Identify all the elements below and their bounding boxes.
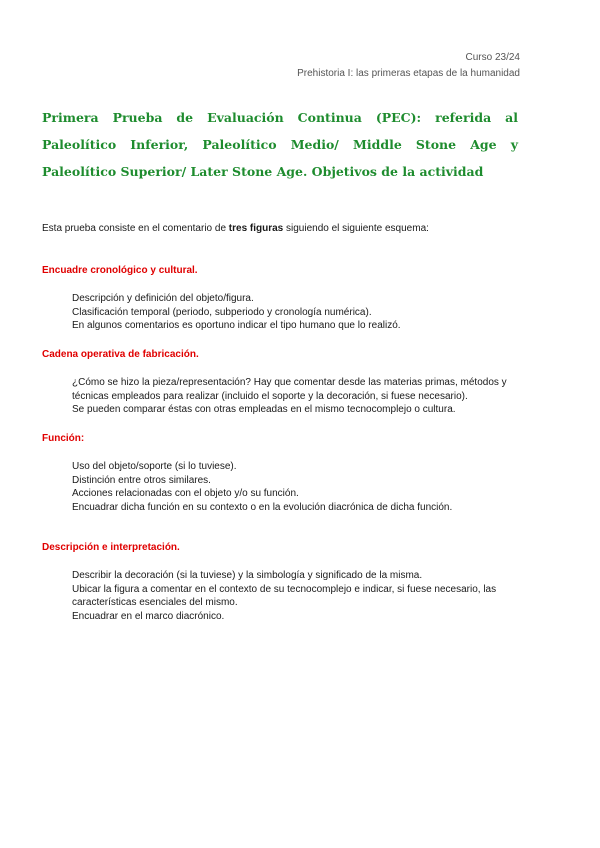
section-list-cadena	[72, 376, 512, 417]
list-item: Ubicar la figura a comentar en el contexto de su tecnocomplejo e indicar, si fuese necesario, las características esenciales del mismo.	[72, 583, 497, 608]
section-heading-encuadre: Encuadre cronológico y cultural.	[42, 265, 198, 276]
section-list-encuadre	[72, 292, 512, 333]
list-item: En algunos comentarios es oportuno indicar el tipo humano que lo realizó.	[72, 320, 401, 331]
document-title: Primera Prueba de Evaluación Continua (PEC): referida al Paleolítico Inferior, Paleolítico Medio/ Middle Stone Age y Paleolítico Superior/ Later Stone Age. Objetivos de la actividad	[42, 110, 518, 179]
intro-paragraph	[42, 222, 542, 236]
header-subject: Prehistoria I: las primeras etapas de la humanidad	[297, 68, 520, 79]
section-list-funcion	[72, 460, 512, 514]
list-item: Uso del objeto/soporte (si lo tuviese).	[72, 461, 237, 472]
section-heading-cadena: Cadena operativa de fabricación.	[42, 349, 199, 360]
list-item: ¿Cómo se hizo la pieza/representación? Hay que comentar desde las materias primas, métodos y técnicas empleados para realizar (incluido el soporte y la decoración, si fuese necesario).	[72, 377, 507, 402]
section-heading-descripcion: Descripción e interpretación.	[42, 542, 180, 553]
list-item: Encuadrar dicha función en su contexto o en la evolución diacrónica de dicha función.	[72, 501, 453, 513]
list-item: Distinción entre otros similares.	[72, 474, 211, 486]
list-item: Se pueden comparar éstas con otras empleadas en el mismo tecnocomplejo o cultura.	[72, 404, 456, 415]
intro-bold: tres figuras	[228, 223, 284, 234]
section-list-descripcion	[72, 569, 512, 623]
list-item: Acciones relacionadas con el objeto y/o su función.	[72, 488, 299, 499]
section-heading-funcion: Función:	[42, 433, 85, 444]
list-item: Descripción y definición del objeto/figura.	[72, 293, 254, 304]
list-item: Clasificación temporal (periodo, subperiodo y cronología numérica).	[72, 306, 372, 318]
intro-text-after: siguiendo el siguiente esquema:	[283, 223, 429, 234]
list-item: Encuadrar en el marco diacrónico.	[72, 610, 225, 622]
header-course: Curso 23/24	[465, 52, 520, 63]
intro-text-before: Esta prueba consiste en el comentario de	[42, 223, 229, 234]
list-item: Describir la decoración (si la tuviese) y la simbología y significado de la misma.	[72, 570, 423, 581]
